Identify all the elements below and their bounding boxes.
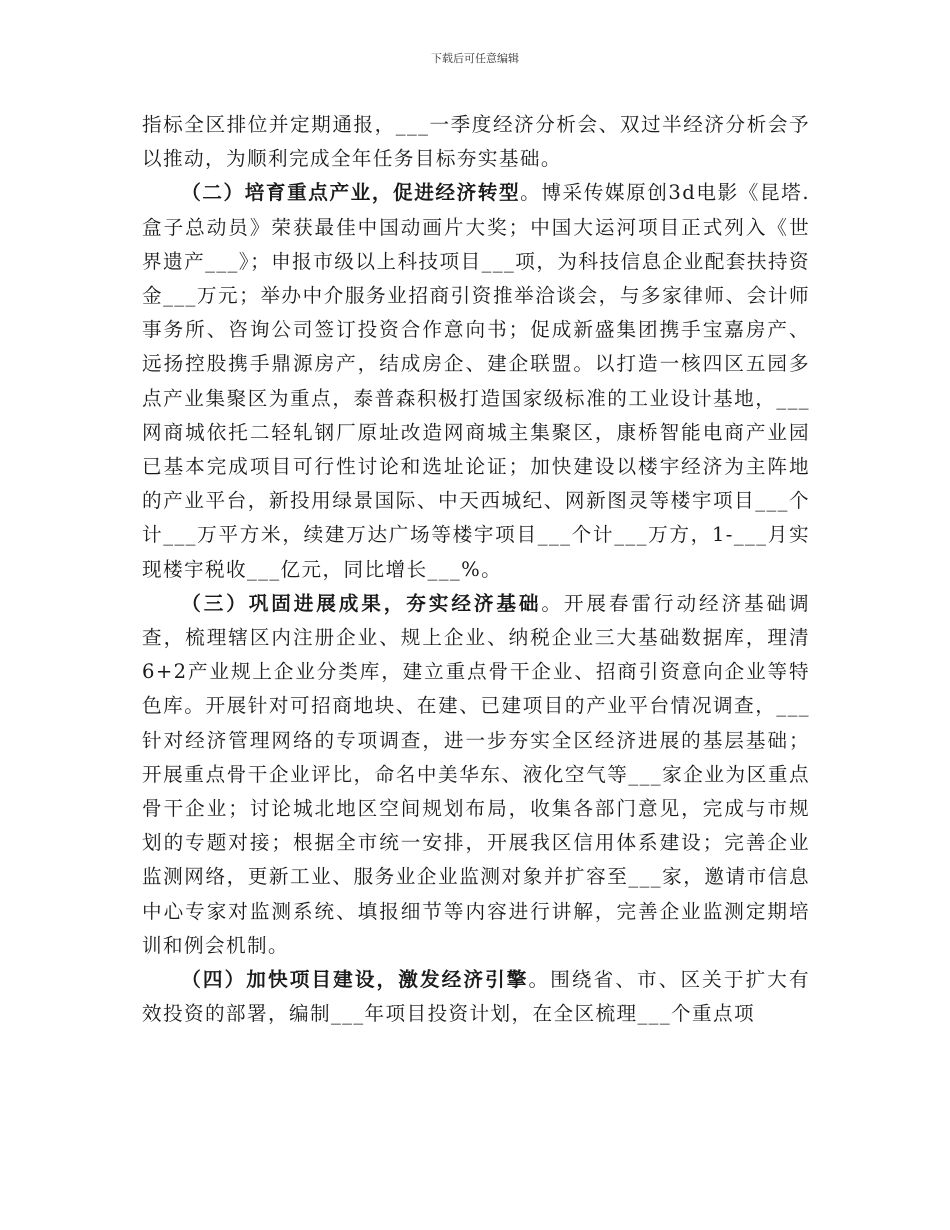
- paragraph-body: 。围绕省、市、区关于扩大有效投资的部署，编制___年项目投资计划，在全区梳理___个重点项: [142, 968, 810, 1026]
- document-body: [142, 108, 810, 1031]
- paragraph-section-4: [142, 963, 810, 1031]
- paragraph-body: 。开展春雷行动经济基础调查，梳理辖区内注册企业、规上企业、纳税企业三大基础数据库，理清6+2产业规上企业分类库，建立重点骨干企业、招商引资意向企业等特色库。开展针对可招商地块、在建、已建项目的产业平台情况调查，___针对经济管理网络的专项调查，进一步夯实全区经济进展的基层基础；开展重点骨干企业评比，命名中美华东、液化空气等___家企业为区重点骨干企业；讨论城北地区空间规划布局，收集各部门意见，完成与市规划的专题对接；根据全市统一安排，开展我区信用体系建设；完善企业监测网络，更新工业、服务业企业监测对象并扩容至___家，邀请市信息中心专家对监测系统、填报细节等内容进行讲解，完善企业监测定期培训和例会机制。: [142, 591, 810, 957]
- page-header: 下载后可任意编辑: [431, 52, 519, 65]
- paragraph-body: 指标全区排位并定期通报，___一季度经济分析会、双过半经济分析会予以推动，为顺利完成全年任务目标夯实基础。: [142, 113, 810, 171]
- paragraph-body: 。博采传媒原创3d电影《昆塔.盒子总动员》荣获最佳中国动画片大奖；中国大运河项目正式列入《世界遗产___》；申报市级以上科技项目___项，为科技信息企业配套扶持资金___万元；举办中介服务业招商引资推举洽谈会，与多家律师、会计师事务所、咨询公司签订投资合作意向书；促成新盛集团携手宝嘉房产、远扬控股携手鼎源房产，结成房企、建企联盟。以打造一核四区五园多点产业集聚区为重点，泰普森积极打造国家级标准的工业设计基地，___网商城依托二轻轧钢厂原址改造网商城主集聚区，康桥智能电商产业园已基本完成项目可行性讨论和选址论证；加快建设以楼宇经济为主阵地的产业平台，新投用绿景国际、中天西城纪、网新图灵等楼宇项目___个计___万平方米，续建万达广场等楼宇项目___个计___万方，1-___月实现楼宇税收___亿元，同比增长___%。: [142, 181, 810, 581]
- section-heading: （二）培育重点产业，促进经济转型: [181, 181, 521, 205]
- section-heading: （三）巩固进展成果，夯实经济基础: [181, 591, 542, 615]
- paragraph-continuation: [142, 108, 810, 176]
- section-heading: （四）加快项目建设，激发经济引擎: [181, 968, 529, 992]
- paragraph-section-2: [142, 176, 810, 586]
- paragraph-section-3: [142, 587, 810, 963]
